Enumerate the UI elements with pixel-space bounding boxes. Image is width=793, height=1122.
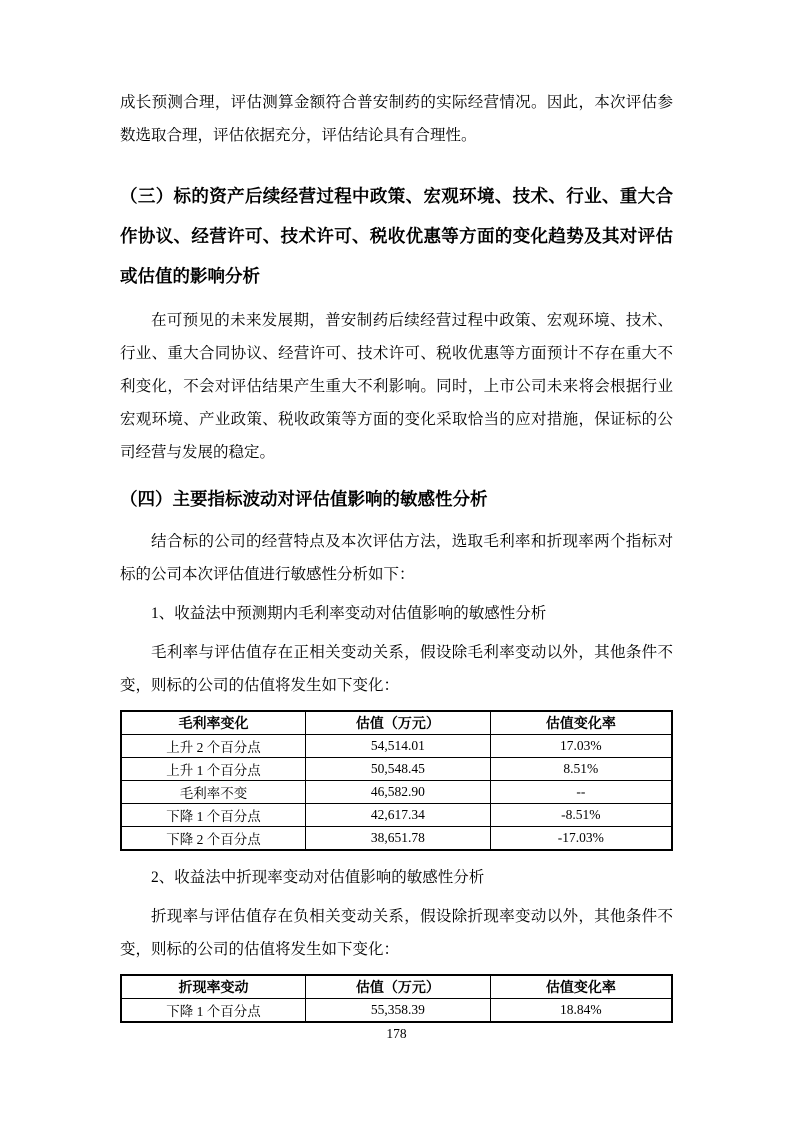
paragraph-sensitivity-intro: 结合标的公司的经营特点及本次评估方法，选取毛利率和折现率两个指标对标的公司本次评估值进行敏感性分析如下： [120, 533, 673, 583]
paragraph-conclusion: 成长预测合理，评估测算金额符合普安制药的实际经营情况。因此，本次评估参数选取合理，评估依据充分，评估结论具有合理性。 [120, 94, 673, 144]
table-row [121, 827, 672, 851]
table-row [121, 804, 672, 827]
table-header-valuation: 估值（万元） [306, 711, 491, 735]
table-cell: -- [490, 781, 672, 804]
table-cell: 46,582.90 [306, 781, 491, 804]
table-cell: 38,651.78 [306, 827, 491, 851]
list-item-gross-margin-analysis: 1、收益法中预测期内毛利率变动对估值影响的敏感性分析 [151, 605, 547, 622]
sensitivity-table-gross-margin [120, 710, 673, 851]
paragraph-discount-rate-relation: 折现率与评估值存在负相关变动关系，假设除折现率变动以外，其他条件不变，则标的公司的估值将发生如下变化： [120, 908, 673, 958]
page-number: 178 [386, 1026, 407, 1041]
table-cell: 18.84% [490, 999, 672, 1023]
table-header-row [121, 711, 672, 735]
table-cell: 上升 1 个百分点 [121, 758, 306, 781]
table-cell: -8.51% [490, 804, 672, 827]
section-heading-4: （四）主要指标波动对评估值影响的敏感性分析 [120, 489, 488, 509]
table-cell: 下降 1 个百分点 [121, 804, 306, 827]
sensitivity-table-discount-rate [120, 974, 673, 1023]
table-cell: 55,358.39 [306, 999, 491, 1023]
table-cell: 42,617.34 [306, 804, 491, 827]
section-heading-3: （三）标的资产后续经营过程中政策、宏观环境、技术、行业、重大合作协议、经营许可、技术许可、税收优惠等方面的变化趋势及其对评估或估值的影响分析 [120, 186, 673, 286]
table-header-change: 折现率变动 [121, 975, 306, 999]
table-header-change-rate: 估值变化率 [490, 975, 672, 999]
table-cell: 50,548.45 [306, 758, 491, 781]
table-row [121, 781, 672, 804]
table-row [121, 735, 672, 758]
table-cell: 17.03% [490, 735, 672, 758]
table-cell: 下降 1 个百分点 [121, 999, 306, 1023]
paragraph-outlook: 在可预见的未来发展期，普安制药后续经营过程中政策、宏观环境、技术、行业、重大合同协议、经营许可、技术许可、税收优惠等方面预计不存在重大不利变化，不会对评估结果产生重大不利影响。同时，上市公司未来将会根据行业宏观环境、产业政策、税收政策等方面的变化采取恰当的应对措施，保证标的公司经营与发展的稳定。 [120, 312, 673, 461]
table-cell: 毛利率不变 [121, 781, 306, 804]
table-header-row [121, 975, 672, 999]
table-cell: 上升 2 个百分点 [121, 735, 306, 758]
paragraph-gross-margin-relation: 毛利率与评估值存在正相关变动关系，假设除毛利率变动以外，其他条件不变，则标的公司的估值将发生如下变化： [120, 644, 673, 694]
table-cell: 8.51% [490, 758, 672, 781]
table-cell: -17.03% [490, 827, 672, 851]
table-row [121, 999, 672, 1023]
table-cell: 54,514.01 [306, 735, 491, 758]
table-header-change-rate: 估值变化率 [490, 711, 672, 735]
table-row [121, 758, 672, 781]
table-header-valuation: 估值（万元） [306, 975, 491, 999]
table-header-change: 毛利率变化 [121, 711, 306, 735]
page-content [120, 86, 673, 1023]
table-cell: 下降 2 个百分点 [121, 827, 306, 851]
list-item-discount-rate-analysis: 2、收益法中折现率变动对估值影响的敏感性分析 [151, 869, 485, 886]
